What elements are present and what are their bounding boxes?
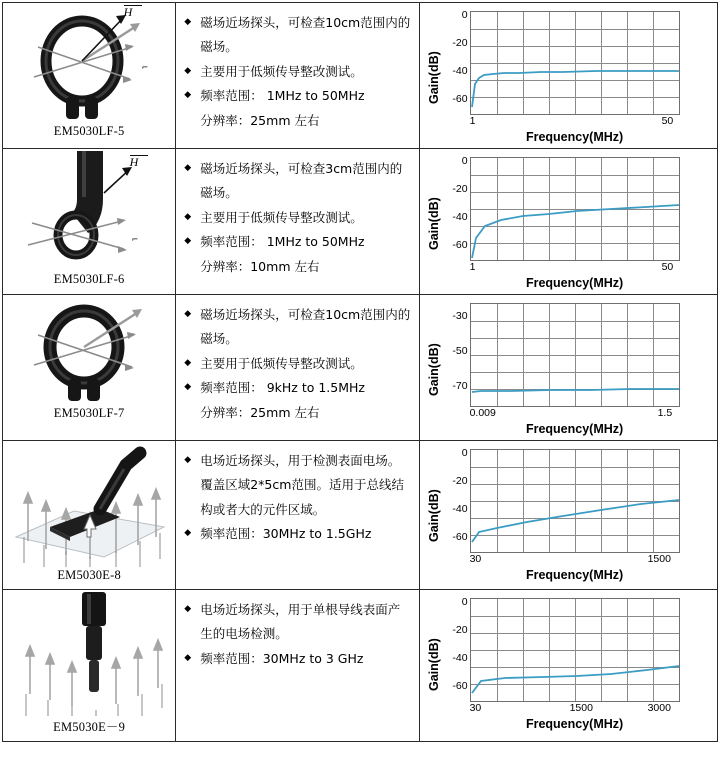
probe-description-cell — [176, 3, 419, 149]
diamond-bullet-icon: ◆ — [184, 211, 192, 222]
probe-description-cell — [176, 295, 419, 441]
diamond-bullet-icon: ◆ — [184, 455, 192, 465]
probe-image-cell — [3, 3, 176, 149]
chart-y-ticks: 0 -20 -40 -60 — [452, 596, 468, 692]
chart-y-axis-label: Gain(dB) — [426, 638, 441, 691]
gain-chart-cell — [419, 590, 717, 742]
bullet-text: 磁场近场探头，可检查10cm范围内的磁场。 — [200, 307, 411, 347]
probe-image-cell — [3, 295, 176, 441]
list-item — [182, 84, 412, 108]
gain-curve — [471, 599, 681, 703]
bullet-text: 磁场近场探头，可检查3cm范围内的磁场。 — [200, 161, 403, 201]
diamond-bullet-icon: ◆ — [184, 309, 192, 319]
chart-x-axis-label: Frequency(MHz) — [525, 717, 624, 731]
diamond-bullet-icon: ◆ — [184, 652, 192, 663]
bullet-text: 主要用于低频传导整改测试。 — [200, 63, 363, 79]
chart-y-axis-label: Gain(dB) — [426, 51, 441, 104]
probe-model-label: EM5030LF-5 — [53, 124, 125, 138]
probe-image-cell — [3, 590, 176, 742]
probe-model-label: EM5030LF-7 — [53, 406, 125, 420]
gain-plot-area — [470, 598, 680, 702]
diamond-bullet-icon: ◆ — [184, 90, 192, 101]
list-item — [182, 60, 412, 84]
list-item — [182, 11, 412, 60]
plane-annotation: ⌐ — [131, 235, 139, 244]
bullet-text: 磁场近场探头，可检查10cm范围内的磁场。 — [200, 15, 411, 55]
chart-x-ticks: 1 50 — [469, 115, 674, 127]
list-item — [182, 303, 412, 352]
bullet-text: 电场近场探头，用于检测表面电场。覆盖区域2*5cm范围。适用于总线结构或者大的元件区域。 — [200, 453, 404, 517]
probe-model-label: EM5030LF-6 — [53, 272, 125, 286]
list-item — [182, 598, 412, 647]
diamond-bullet-icon: ◆ — [184, 236, 192, 247]
bullet-text: 频率范围： 1MHz to 50MHz — [200, 88, 365, 104]
resolution-text: 分辨率：10mm 左右 — [200, 258, 320, 274]
diamond-bullet-icon: ◆ — [184, 382, 192, 393]
gain-chart-cell — [419, 295, 717, 441]
list-item — [182, 449, 412, 522]
chart-y-ticks: 0 -20 -40 -60 — [452, 447, 468, 543]
chart-x-axis-label: Frequency(MHz) — [525, 568, 624, 582]
table-row — [3, 3, 718, 149]
diamond-bullet-icon: ◆ — [184, 17, 192, 27]
plane-annotation: ⌐ — [141, 63, 149, 72]
chart-x-axis-label: Frequency(MHz) — [525, 276, 624, 290]
loop-probe-large-ring-illustration — [4, 3, 175, 123]
loop-probe-ring-thick-illustration — [4, 295, 175, 405]
list-item — [182, 647, 412, 671]
gain-chart-cell — [419, 149, 717, 295]
table-row — [3, 149, 718, 295]
gain-plot-area — [470, 157, 680, 261]
diamond-bullet-icon: ◆ — [184, 163, 192, 173]
chart-x-ticks: 30 1500 — [469, 553, 671, 565]
diamond-bullet-icon: ◆ — [184, 604, 192, 614]
diamond-bullet-icon: ◆ — [184, 357, 192, 368]
table-row — [3, 590, 718, 742]
probe-spec-table-page — [0, 2, 719, 778]
gain-curve — [471, 450, 681, 554]
chart-y-ticks: 0 -20 -40 -60 — [452, 155, 468, 251]
e-field-stick-probe-illustration — [4, 590, 175, 716]
table-row — [3, 441, 718, 590]
bullet-text: 主要用于低频传导整改测试。 — [200, 355, 363, 371]
gain-plot-area — [470, 303, 680, 407]
chart-x-ticks: 0.009 1.5 — [469, 407, 673, 419]
diamond-bullet-icon: ◆ — [184, 528, 192, 539]
bullet-text: 频率范围： 9kHz to 1.5MHz — [200, 380, 365, 396]
probe-table — [2, 2, 718, 742]
resolution-text: 分辨率：25mm 左右 — [200, 112, 320, 128]
gain-curve — [471, 304, 681, 408]
gain-curve — [471, 158, 681, 262]
chart-y-axis-label: Gain(dB) — [426, 489, 441, 542]
bullet-text: 主要用于低频传导整改测试。 — [200, 209, 363, 225]
bullet-text: 频率范围：30MHz to 1.5GHz — [200, 526, 372, 542]
e-field-flat-probe-illustration — [4, 441, 175, 567]
diamond-bullet-icon: ◆ — [184, 65, 192, 76]
bullet-text: 频率范围： 1MHz to 50MHz — [200, 234, 365, 250]
probe-description-cell — [176, 590, 419, 742]
bullet-text: 电场近场探头，用于单根导线表面产生的电场检测。 — [200, 602, 401, 642]
loop-probe-bent-ring-illustration — [4, 149, 175, 271]
chart-x-ticks: 1 50 — [469, 261, 674, 273]
chart-x-axis-label: Frequency(MHz) — [525, 130, 624, 144]
list-item — [182, 230, 412, 254]
chart-y-axis-label: Gain(dB) — [426, 197, 441, 250]
gain-plot-area — [470, 449, 680, 553]
probe-image-cell — [3, 149, 176, 295]
probe-model-label: EM5030E－9 — [53, 720, 126, 734]
chart-y-ticks: 0 -20 -40 -60 — [452, 9, 468, 105]
probe-description-cell — [176, 149, 419, 295]
list-item — [182, 206, 412, 230]
list-item — [182, 376, 412, 400]
resolution-text: 分辨率：25mm 左右 — [200, 404, 320, 420]
chart-y-ticks: -30 -50 -70 — [452, 310, 468, 392]
chart-x-ticks: 30 1500 3000 — [469, 702, 671, 714]
probe-description-cell — [176, 441, 419, 590]
list-item — [182, 352, 412, 376]
h-field-vector-label: H⃗ — [129, 155, 148, 169]
list-item — [182, 522, 412, 546]
table-row — [3, 295, 718, 441]
gain-chart-cell — [419, 3, 717, 149]
h-field-vector-label: H⃗ — [123, 5, 142, 19]
gain-plot-area — [470, 11, 680, 115]
bullet-text: 频率范围：30MHz to 3 GHz — [200, 650, 364, 666]
gain-chart-cell — [419, 441, 717, 590]
list-item — [182, 157, 412, 206]
gain-curve — [471, 12, 681, 116]
chart-y-axis-label: Gain(dB) — [426, 343, 441, 396]
probe-model-label: EM5030E-8 — [57, 568, 121, 582]
probe-image-cell — [3, 441, 176, 590]
chart-x-axis-label: Frequency(MHz) — [525, 422, 624, 436]
